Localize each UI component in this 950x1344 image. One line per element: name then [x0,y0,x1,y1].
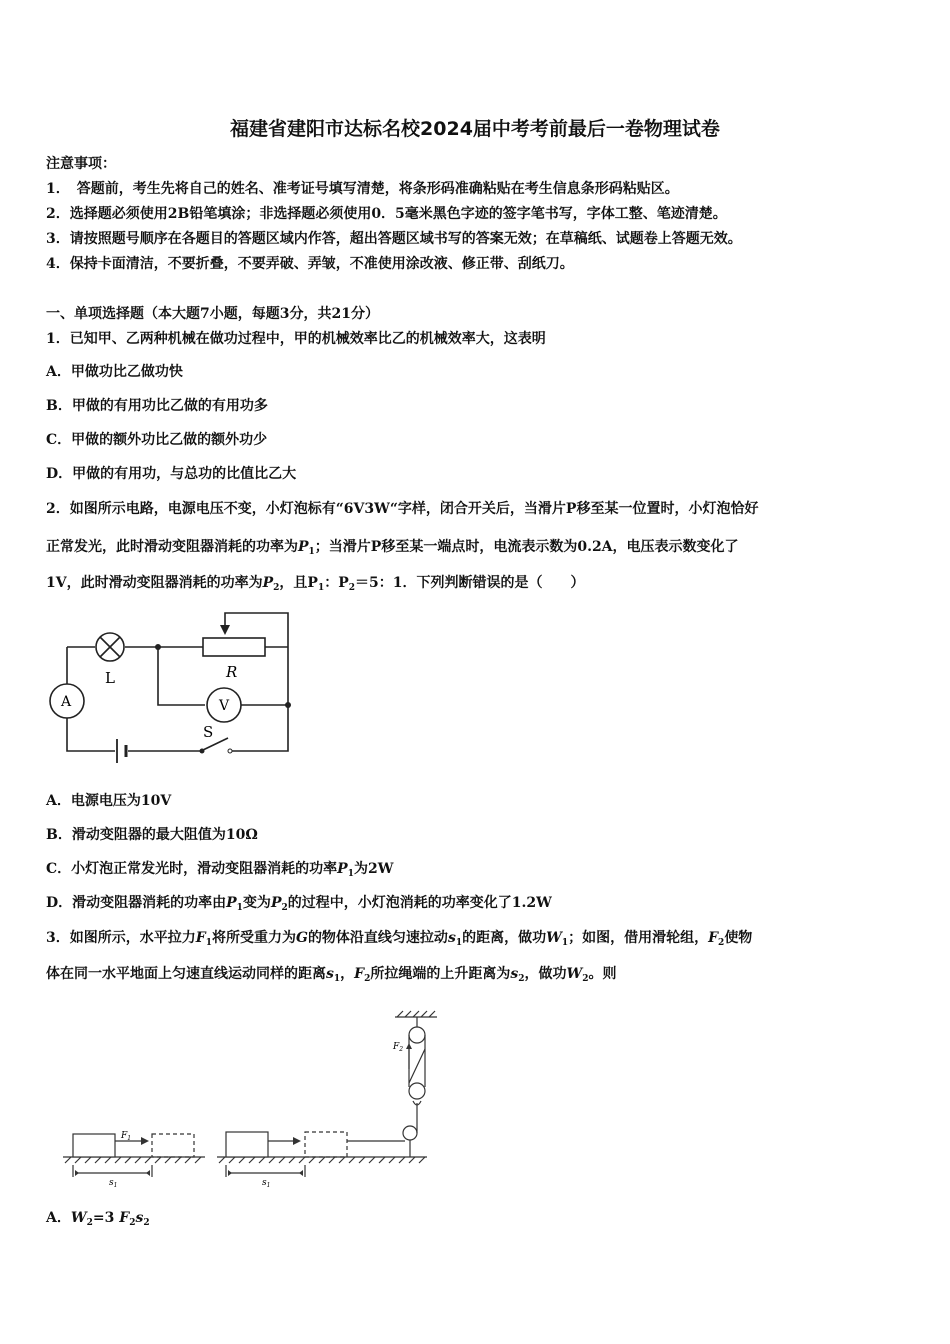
q2-option-b: B．滑动变阻器的最大阻值为10Ω [46,827,258,843]
rheostat-slider-arrow [220,625,230,635]
q3-stem-line2: 体在同一水平地面上匀速直线运动同样的距离$s_1$，$F_2$所拉绳端的上升距离为$s_2$，做功$W_2$。则 [46,966,617,984]
label-s: S [203,723,214,741]
fig-label-s1-right: $s_1$ [262,1178,271,1189]
q2-option-c: C．小灯泡正常发光时，滑动变阻器消耗的功率$P_1$为2W [46,861,394,879]
fig-label-f1: $F_1$ [121,1131,132,1142]
fig-label-f2: $F_2$ [393,1042,404,1053]
q2-stem-line2: 正常发光，此时滑动变阻器消耗的功率为$P_1$；当滑片P移至某一端点时，电流表示数为0.2A，电压表示数变化了 [46,539,739,557]
q1-option-b: B．甲做的有用功比乙做的有用功多 [46,398,268,414]
q2-option-d: D．滑动变阻器消耗的功率由$P_1$变为$P_2$的过程中，小灯泡消耗的功率变化了1.2W [46,895,552,913]
circuit-diagram [40,605,310,775]
notice-item-1: 1． 答题前，考生先将自己的姓名、准考证号填写清楚，将条形码准确粘贴在考生信息条形码粘贴区。 [46,181,679,197]
notice-item-4: 4．保持卡面清洁，不要折叠，不要弄破、弄皱，不准使用涂改液、修正带、刮纸刀。 [46,256,574,272]
notice-item-3: 3．请按照题号顺序在各题目的答题区域内作答，超出答题区域书写的答案无效；在草稿纸、试题卷上答题无效。 [46,231,742,247]
q3-option-a: A．$W_2=3$ $F_2s_2$ [46,1210,150,1228]
q3-stem-line1: 3．如图所示，水平拉力$F_1$将所受重力为G的物体沿直线匀速拉动$s_1$的距离，做功$W_1$；如图，借用滑轮组，$F_2$使物 [46,930,753,948]
q1-option-a: A．甲做功比乙做功快 [46,364,183,380]
pulley-diagram [55,1005,455,1190]
junction-dot [285,702,291,708]
q2-stem-line3: 1V，此时滑动变阻器消耗的功率为$P_2$，且$P_1$：$P_2=5$：1．下列判断错误的是（ ） [46,575,585,593]
label-l: L [105,669,115,687]
notice-heading: 注意事项： [46,156,116,172]
notice-item-2: 2．选择题必须使用2B铅笔填涂；非选择题必须使用0．5毫米黑色字迹的签字笔书写，字体工整、笔迹清楚。 [46,206,727,222]
label-a: A [61,694,72,710]
label-v: V [219,698,230,714]
battery-icon [117,739,126,763]
label-r: R [226,663,238,681]
page-title: 福建省建阳市达标名校2024届中考考前最后一卷物理试卷 [230,118,720,140]
q1-option-c: C．甲做的额外功比乙做的额外功少 [46,432,268,448]
junction-dot [155,644,161,650]
section-heading: 一、单项选择题（本大题7小题，每题3分，共21分） [46,306,379,322]
q2-stem-line1: 2．如图所示电路，电源电压不变，小灯泡标有“6V3W“字样，闭合开关后，当滑片P移至某一位置时，小灯泡恰好 [46,501,759,517]
rheostat-resistor [203,638,265,656]
q1-stem: 1．已知甲、乙两种机械在做功过程中，甲的机械效率比乙的机械效率大，这表明 [46,331,546,347]
q1-option-d: D．甲做的有用功，与总功的比值比乙大 [46,466,297,482]
fig-label-s1-left: $s_1$ [109,1178,118,1189]
q2-option-a: A．电源电压为10V [46,793,172,809]
